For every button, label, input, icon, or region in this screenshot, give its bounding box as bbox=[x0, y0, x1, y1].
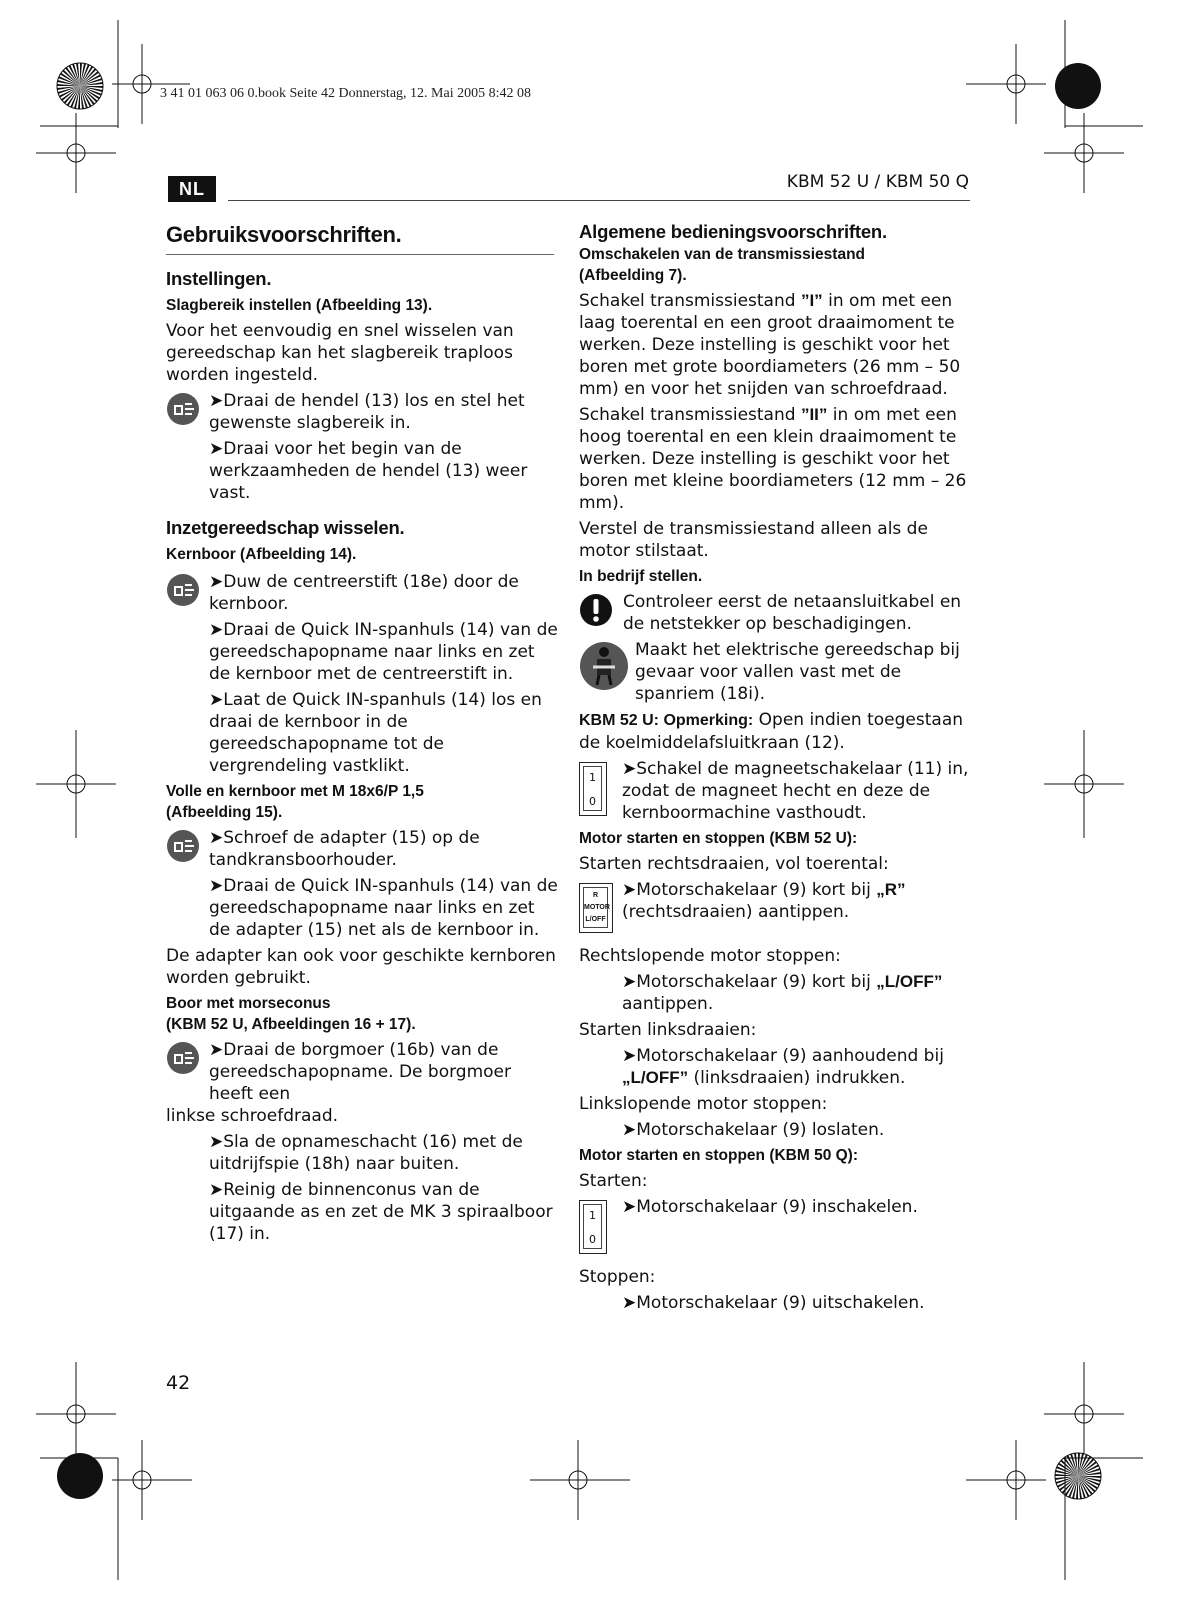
heading-inzetgereedschap: Inzetgereedschap wisselen. bbox=[166, 517, 405, 538]
warning-text: Controleer eerst de netaansluitkabel en de netstekker op beschadigingen. bbox=[623, 592, 962, 634]
note-label: KBM 52 U: Opmerking: bbox=[579, 712, 754, 729]
sub-motor-50q: Motor starten en stoppen (KBM 50 Q): bbox=[579, 1147, 859, 1164]
gear-i-text: Schakel transmissiestand ”I” in om met een laag toerental en een groot draaimoment te werken. Deze instelling is geschikt voor het boren met grote boordiameters (26 mm – 50 mm) en voor het snijden van schroefdraad. bbox=[579, 291, 961, 399]
step-group-slagbereik bbox=[166, 390, 558, 504]
heading-algemene: Algemene bedieningsvoorschriften. bbox=[579, 221, 887, 242]
step-text: ➤Reinig de binnenconus van de uitgaande as en zet de MK 3 spiraalboor (17) in. bbox=[209, 1180, 553, 1244]
stop-right-label: Rechtslopende motor stoppen: bbox=[579, 946, 841, 966]
step-continuation: linkse schroefdraad. bbox=[166, 1106, 339, 1126]
heading-instellingen: Instellingen. bbox=[166, 268, 272, 289]
right-column bbox=[579, 220, 971, 1318]
step-text: ➤Sla de opnameschacht (16) met de uitdrijfspie (18h) naar buiten. bbox=[209, 1132, 523, 1174]
note-coolant: KBM 52 U: Opmerking: Open indien toegestaan de koelmiddelafsluitkraan (12). bbox=[579, 710, 964, 753]
step-text: ➤Draai de Quick IN-spanhuls (14) van de gereedschapopname naar links en zet de adapter (15) net als de kernboor in. bbox=[209, 876, 558, 940]
intro-text: Voor het eenvoudig en snel wisselen van gereedschap kan het slagbereik traploos worden ingesteld. bbox=[166, 321, 514, 385]
step-text: ➤Motorschakelaar (9) loslaten. bbox=[622, 1120, 885, 1140]
sub-morseconus: Boor met morseconus bbox=[166, 995, 331, 1012]
left-column bbox=[166, 220, 558, 1249]
safety-strap-icon bbox=[579, 641, 629, 691]
hand-tool-pictogram-icon bbox=[166, 392, 200, 426]
crosshair-icon bbox=[112, 44, 190, 124]
step-text: ➤Schakel de magneetschakelaar (11) in, zodat de magneet hecht en deze de kernboormachine vasthoudt. bbox=[622, 759, 969, 823]
start-left-label: Starten linksdraaien: bbox=[579, 1020, 757, 1040]
step-text: ➤Motorschakelaar (9) uitschakelen. bbox=[622, 1293, 925, 1313]
step-text: ➤Laat de Quick IN-spanhuls (14) los en draai de kernboor in de gereedschapopname tot de vergrendeling vastklikt. bbox=[209, 690, 542, 776]
hand-tool-pictogram-icon bbox=[166, 829, 200, 863]
print-file-header: 3 41 01 063 06 0.book Seite 42 Donnerstag, 12. Mai 2005 8:42 08 bbox=[160, 86, 531, 101]
sub-volle-kernboor-figure: (Afbeelding 15). bbox=[166, 804, 283, 821]
gear-ii-label: ”II” bbox=[800, 405, 828, 424]
warning-row bbox=[579, 591, 971, 635]
stop-label: Stoppen: bbox=[579, 1267, 656, 1287]
stop-left-label: Linkslopende motor stoppen: bbox=[579, 1094, 828, 1114]
step-text: ➤Motorschakelaar (9) inschakelen. bbox=[622, 1197, 918, 1217]
step-text: ➤Motorschakelaar (9) kort bij „L/OFF” aantippen. bbox=[622, 972, 943, 1014]
start-right-label: Starten rechtsdraaien, vol toerental: bbox=[579, 854, 889, 874]
section-title: Gebruiksvoorschriften. bbox=[166, 222, 402, 247]
page-number: 42 bbox=[166, 1372, 191, 1394]
belt-row bbox=[579, 639, 971, 705]
sub-in-bedrijf: In bedrijf stellen. bbox=[579, 568, 703, 585]
sub-morseconus-figure: (KBM 52 U, Afbeeldingen 16 + 17). bbox=[166, 1016, 416, 1033]
adapter-note: De adapter kan ook voor geschikte kernboren worden gebruikt. bbox=[166, 946, 556, 988]
title-divider bbox=[166, 254, 554, 255]
gear-i-label: ”I” bbox=[800, 291, 823, 310]
motor-switch-r-loff-icon: R MOTOR L/OFF bbox=[579, 883, 613, 933]
hand-tool-pictogram-icon bbox=[166, 1041, 200, 1075]
step-text: ➤Schroef de adapter (15) op de tandkransboorhouder. bbox=[209, 828, 480, 870]
magnet-switch-1-0-icon: 1 0 bbox=[579, 762, 607, 816]
language-badge: NL bbox=[168, 176, 216, 202]
step-text: ➤Duw de centreerstift (18e) door de kernboor. bbox=[209, 572, 519, 614]
header-divider bbox=[228, 200, 970, 201]
step-text: ➤Draai de Quick IN-spanhuls (14) van de gereedschapopname naar links en zet de kernboor met de centreerstift in. bbox=[209, 620, 558, 684]
sub-motor-52u: Motor starten en stoppen (KBM 52 U): bbox=[579, 830, 858, 847]
hand-tool-pictogram-icon bbox=[166, 573, 200, 607]
gear-ii-text: Schakel transmissiestand ”II” in om met een hoog toerental en een klein draaimoment te werken. Deze instelling is geschikt voor het boren met kleine boordiameters (12 mm – 26 mm). bbox=[579, 405, 967, 513]
step-group-kernboor bbox=[166, 571, 558, 777]
step-text: ➤Draai de hendel (13) los en stel het gewenste slagbereik in. bbox=[209, 391, 525, 433]
sub-kernboor: Kernboor (Afbeelding 14). bbox=[166, 546, 357, 563]
step-text: ➤Motorschakelaar (9) aanhoudend bij „L/OFF” (linksdraaien) indrukken. bbox=[622, 1046, 944, 1088]
sub-slagbereik: Slagbereik instellen (Afbeelding 13). bbox=[166, 297, 433, 314]
belt-text: Maakt het elektrische gereedschap bij gevaar voor vallen vast met de spanriem (18i). bbox=[635, 640, 960, 704]
sub-transmissie: Omschakelen van de transmissiestand bbox=[579, 246, 866, 263]
step-text: ➤Motorschakelaar (9) kort bij „R” (rechtsdraaien) aantippen. bbox=[622, 880, 906, 922]
step-group-adapter bbox=[166, 827, 558, 941]
motor-on-row bbox=[579, 1196, 971, 1254]
start-label: Starten: bbox=[579, 1171, 648, 1191]
magnet-switch-1-0-icon: 1 0 bbox=[579, 1200, 607, 1254]
step-group-morseconus bbox=[166, 1039, 558, 1105]
magnet-switch-row bbox=[579, 758, 971, 824]
model-name: KBM 52 U / KBM 50 Q bbox=[786, 172, 969, 192]
step-text: ➤Draai de borgmoer (16b) van de gereedschapopname. De borgmoer heeft een bbox=[209, 1040, 512, 1104]
sub-transmissie-figure: (Afbeelding 7). bbox=[579, 267, 687, 284]
starburst-icon bbox=[57, 63, 103, 109]
exclamation-warning-icon bbox=[579, 593, 613, 627]
step-text: ➤Draai voor het begin van de werkzaamheden de hendel (13) weer vast. bbox=[209, 439, 528, 503]
motor-switch-row bbox=[579, 879, 971, 937]
sub-volle-kernboor: Volle en kernboor met M 18x6/P 1,5 bbox=[166, 783, 424, 800]
gear-note: Verstel de transmissiestand alleen als de motor stilstaat. bbox=[579, 519, 928, 561]
